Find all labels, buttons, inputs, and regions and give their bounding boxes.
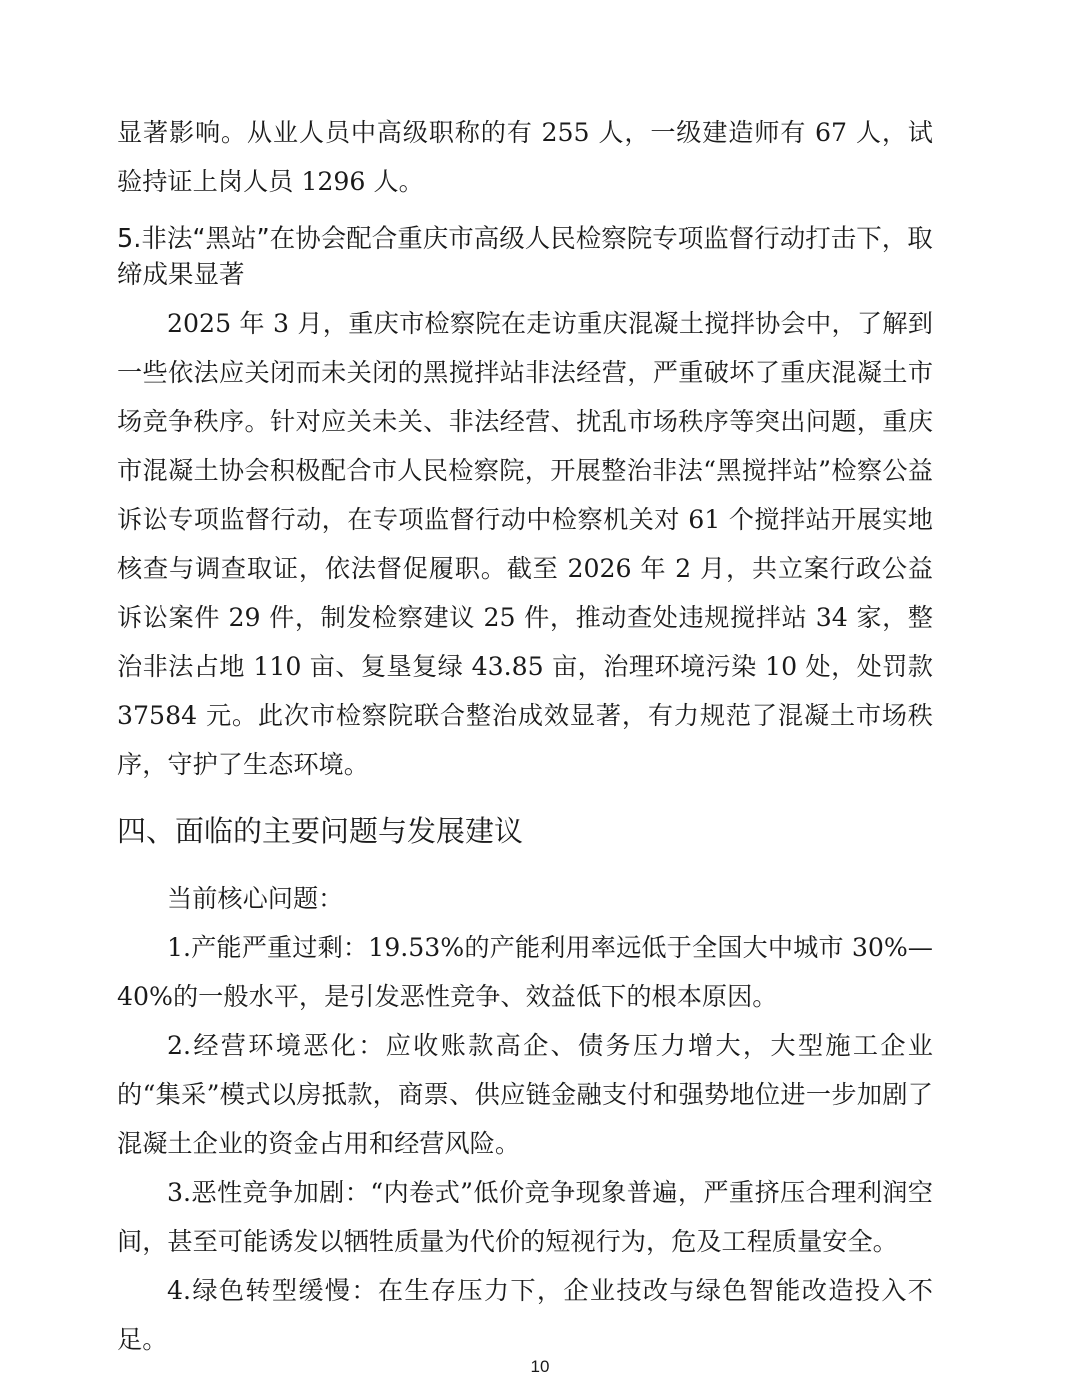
document-page (117, 108, 933, 1364)
intro-paragraph: 显著影响。从业人员中高级职称的有 255 人，一级建造师有 67 人，试验持证上岗人员 1296 人。 (117, 118, 933, 196)
issue-item-4: 4.绿色转型缓慢：在生存压力下，企业技改与绿色智能改造投入不足。 (117, 1276, 933, 1354)
issue-item-3: 3.恶性竞争加剧：“内卷式”低价竞争现象普遍，严重挤压合理利润空间，甚至可能诱发以牺牲质量为代价的短视行为，危及工程质量安全。 (117, 1178, 933, 1256)
subsection-5-heading: 5.非法“黑站”在协会配合重庆市高级人民检察院专项监督行动打击下，取缔成果显著 (117, 224, 933, 290)
subsection-5-body: 2025 年 3 月，重庆市检察院在走访重庆混凝土搅拌协会中，了解到一些依法应关闭而未关闭的黑搅拌站非法经营，严重破坏了重庆混凝土市场竞争秩序。针对应关未关、非法经营、扰乱市场秩序等突出问题，重庆市混凝土协会积极配合市人民检察院，开展整治非法“黑搅拌站”检察公益诉讼专项监督行动，在专项监督行动中检察机关对 61 个搅拌站开展实地核查与调查取证，依法督促履职。截至 2026 年 2 月，共立案行政公益诉讼案件 29 件，制发检察建议 25 件，推动查处违规搅拌站 34 家，整治非法占地 110 亩、复垦复绿 43.85 亩，治理环境污染 10 处，处罚款 37584 元。此次市检察院联合整治成效显著，有力规范了混凝土市场秩序，守护了生态环境。 (117, 309, 933, 779)
issue-item-1: 1.产能严重过剩：19.53%的产能利用率远低于全国大中城市 30%—40%的一般水平，是引发恶性竞争、效益低下的根本原因。 (117, 933, 933, 1011)
section-4-heading: 四、面临的主要问题与发展建议 (117, 814, 524, 848)
section-4-lead: 当前核心问题： (167, 884, 344, 913)
issue-item-2: 2.经营环境恶化：应收账款高企、债务压力增大，大型施工企业的“集采”模式以房抵款，商票、供应链金融支付和强势地位进一步加剧了混凝土企业的资金占用和经营风险。 (117, 1031, 933, 1158)
page-number: 10 (530, 1357, 550, 1376)
